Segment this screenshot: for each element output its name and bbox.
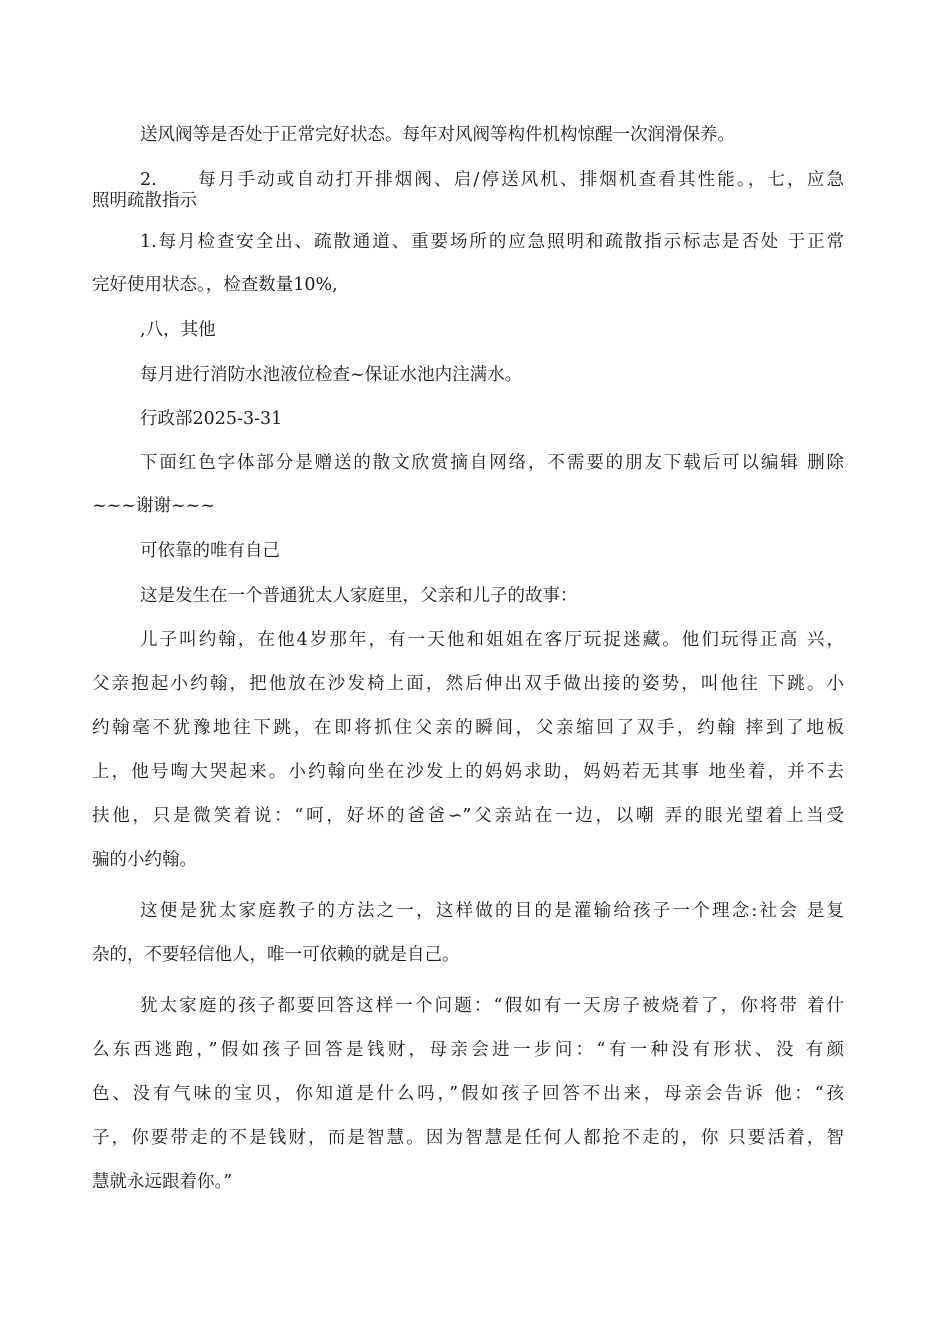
text-line: 么东西逃跑，”假如孩子回答是钱财，母亲会进一步问：“有一种没有形状、没 有颜	[92, 1040, 844, 1060]
text-line: 约翰毫不犹豫地往下跳，在即将抓住父亲的瞬间，父亲缩回了双手，约翰 摔到了地板	[92, 718, 844, 738]
text-line: 可依靠的唯有自己	[140, 541, 280, 561]
text-line: 1.每月检查安全出、疏散通道、重要场所的应急照明和疏散指示标志是否处 于正常	[140, 232, 844, 252]
text-line: 慧就永远跟着你。”	[92, 1172, 233, 1192]
text-line: 2. 每月手动或自动打开排烟阀、启/停送风机、排烟机查看其性能。，七，应急	[140, 170, 844, 190]
text-line: 下面红色字体部分是赠送的散文欣赏摘自网络，不需要的朋友下载后可以编辑 删除	[140, 453, 844, 473]
text-line: 扶他，只是微笑着说：“呵，好坏的爸爸∽”父亲站在一边，以嘲 弄的眼光望着上当受	[92, 806, 844, 826]
text-line: 行政部2025-3-31	[140, 409, 283, 429]
text-line: 儿子叫约翰，在他4岁那年，有一天他和姐姐在客厅玩捉迷藏。他们玩得正高 兴，	[140, 630, 844, 650]
text-line: 送风阀等是否处于正常完好状态。每年对风阀等构件机构惊醒一次润滑保养。	[140, 125, 735, 145]
paragraph-intro	[140, 586, 844, 606]
text-line: ,八，其他	[140, 320, 216, 340]
text-line: 完好使用状态。，检查数量10%,	[92, 275, 338, 295]
essay-title	[140, 541, 844, 561]
text-line: 这便是犹太家庭教子的方法之一，这样做的目的是灌输给孩子一个理念:社会 是复	[140, 901, 844, 921]
signature-date	[140, 409, 844, 429]
text-line: 父亲抱起小约翰，把他放在沙发椅上面，然后伸出双手做出接的姿势，叫他往 下跳。小	[92, 674, 844, 694]
text-line: 这是发生在一个普通犹太人家庭里，父亲和儿子的故事：	[140, 586, 578, 606]
text-line: 照明疏散指示	[92, 191, 197, 211]
text-line: 每月进行消防水池液位检查~保证水池内注满水。	[140, 365, 523, 385]
paragraph-emergency-lighting	[92, 232, 844, 295]
text-line: 犹太家庭的孩子都要回答这样一个问题：“假如有一天房子被烧着了，你将带 着什	[140, 996, 844, 1016]
paragraph-valve-maintenance	[140, 125, 844, 145]
text-line: 子，你要带走的不是钱财，而是智慧。因为智慧是任何人都抢不走的，你 只要活着，智	[92, 1128, 844, 1148]
text-line: 杂的，不要轻信他人，唯一可依赖的就是自己。	[92, 945, 460, 965]
text-line: 色、没有气味的宝贝，你知道是什么吗，”假如孩子回答不出来，母亲会告诉 他：“孩	[92, 1084, 844, 1104]
paragraph-note	[92, 453, 844, 516]
paragraph-fire-pool	[140, 365, 844, 385]
paragraph-item-2	[92, 170, 844, 211]
text-line: 上，他号啕大哭起来。小约翰向坐在沙发上的妈妈求助，妈妈若无其事 地坐着，并不去	[92, 762, 844, 782]
section-heading-other	[140, 320, 844, 340]
text-line: ~~~谢谢~~~	[92, 496, 215, 516]
text-line: 骗的小约翰。	[92, 850, 197, 870]
